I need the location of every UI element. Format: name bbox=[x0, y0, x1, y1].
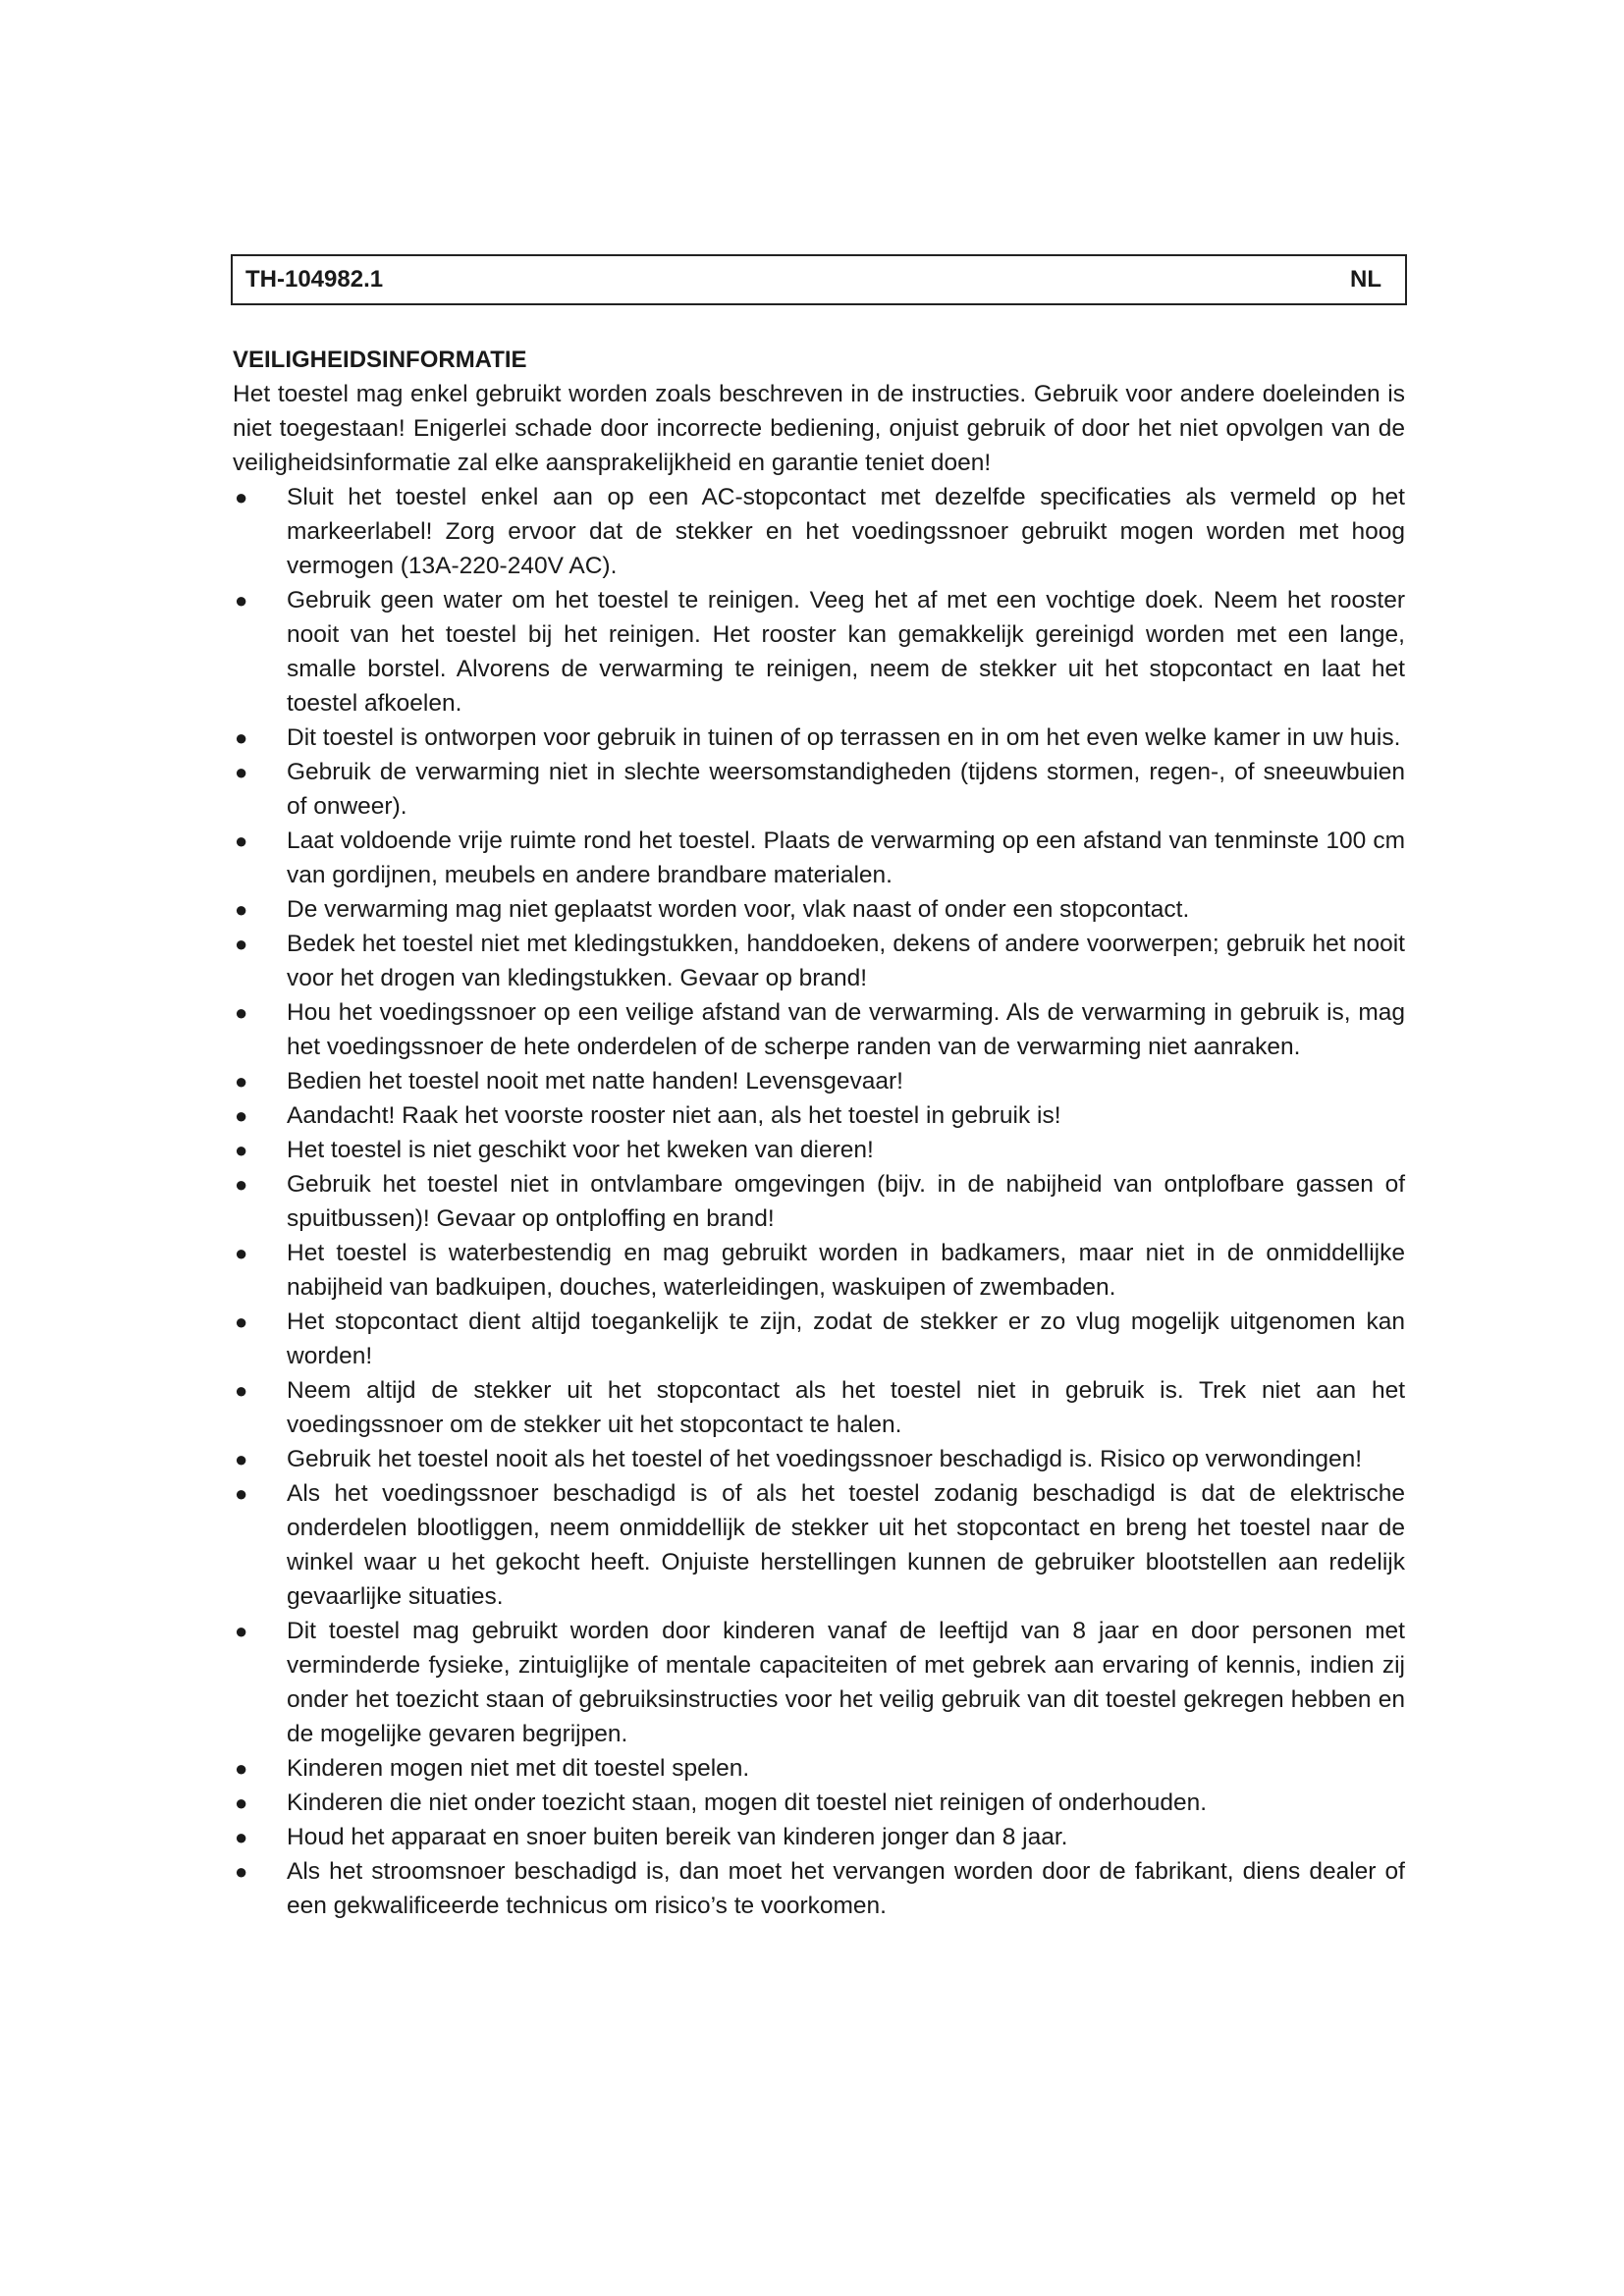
bullet-icon: ● bbox=[235, 1481, 248, 1506]
bullet-icon: ● bbox=[235, 1825, 248, 1849]
section-title: VEILIGHEIDSINFORMATIE bbox=[233, 347, 527, 373]
bullet-icon: ● bbox=[235, 1241, 248, 1265]
safety-list bbox=[233, 480, 1405, 1923]
bullet-icon: ● bbox=[235, 725, 248, 750]
bullet-icon: ● bbox=[235, 1756, 248, 1781]
list-item-text: Gebruik het toestel nooit als het toestel of het voedingssnoer beschadigd is. Risico op verwondingen! bbox=[287, 1446, 1362, 1472]
bullet-icon: ● bbox=[235, 1000, 248, 1025]
bullet-icon: ● bbox=[235, 1103, 248, 1128]
bullet-icon: ● bbox=[235, 1447, 248, 1471]
list-item-text: Laat voldoende vrije ruimte rond het toestel. Plaats de verwarming op een afstand van tenminste 100 cm van gordijnen, meubels en andere brandbare materialen. bbox=[287, 828, 1405, 888]
list-item-text: Gebruik het toestel niet in ontvlambare omgevingen (bijv. in de nabijheid van ontplofbare gassen of spuitbussen)! Gevaar op ontploffing en brand! bbox=[287, 1171, 1405, 1232]
bullet-icon: ● bbox=[235, 1619, 248, 1643]
bullet-icon: ● bbox=[235, 760, 248, 784]
list-item bbox=[233, 1786, 1405, 1820]
list-item-text: Kinderen mogen niet met dit toestel spelen. bbox=[287, 1755, 750, 1782]
list-item-text: Als het voedingssnoer beschadigd is of als het toestel zodanig beschadigd is dat de elektrische onderdelen blootliggen, neem onmiddellijk de stekker uit het stopcontact en breng het toestel naar de winkel waar u het gekocht heeft. Onjuiste herstellingen kunnen de gebruiker blootstellen aan redelijk gevaarlijke situaties. bbox=[287, 1480, 1405, 1610]
list-item bbox=[233, 1442, 1405, 1476]
list-item-text: Dit toestel is ontworpen voor gebruik in tuinen of op terrassen en in om het even welke kamer in uw huis. bbox=[287, 724, 1401, 751]
list-item bbox=[233, 1064, 1405, 1098]
list-item bbox=[233, 1098, 1405, 1133]
document-header bbox=[231, 254, 1407, 305]
bullet-icon: ● bbox=[235, 1138, 248, 1162]
bullet-icon: ● bbox=[235, 1859, 248, 1884]
list-item-text: Als het stroomsnoer beschadigd is, dan moet het vervangen worden door de fabrikant, diens dealer of een gekwalificeerde technicus om risico’s te voorkomen. bbox=[287, 1858, 1405, 1919]
list-item-text: Het toestel is waterbestendig en mag gebruikt worden in badkamers, maar niet in de onmiddellijke nabijheid van badkuipen, douches, waterleidingen, waskuipen of zwembaden. bbox=[287, 1240, 1405, 1301]
list-item bbox=[233, 1476, 1405, 1614]
list-item bbox=[233, 892, 1405, 927]
bullet-icon: ● bbox=[235, 828, 248, 853]
list-item-text: Aandacht! Raak het voorste rooster niet aan, als het toestel in gebruik is! bbox=[287, 1102, 1061, 1129]
safety-section bbox=[233, 344, 1405, 1923]
list-item-text: Sluit het toestel enkel aan op een AC-stopcontact met dezelfde specificaties als vermeld op het markeerlabel! Zorg ervoor dat de stekker en het voedingssnoer gebruikt mogen worden met hoog vermogen (13A-220-240V AC). bbox=[287, 484, 1405, 579]
bullet-icon: ● bbox=[235, 897, 248, 922]
bullet-icon: ● bbox=[235, 588, 248, 613]
list-item bbox=[233, 721, 1405, 755]
list-item-text: Dit toestel mag gebruikt worden door kinderen vanaf de leeftijd van 8 jaar en door personen met verminderde fysieke, zintuiglijke of mentale capaciteiten of met gebrek aan ervaring of kennis, indien zij onder het toezicht staan of gebruiksinstructies voor het veilig gebruik van dit toestel gekregen hebben en de mogelijke gevaren begrijpen. bbox=[287, 1618, 1405, 1747]
bullet-icon: ● bbox=[235, 1309, 248, 1334]
list-item-text: Het stopcontact dient altijd toegankelijk te zijn, zodat de stekker er zo vlug mogelijk uitgenomen kan worden! bbox=[287, 1308, 1405, 1369]
list-item-text: Gebruik geen water om het toestel te reinigen. Veeg het af met een vochtige doek. Neem het rooster nooit van het toestel bij het reinigen. Het rooster kan gemakkelijk gereinigd worden met een lange, smalle borstel. Alvorens de verwarming te reinigen, neem de stekker uit het stopcontact en laat het toestel afkoelen. bbox=[287, 587, 1405, 717]
bullet-icon: ● bbox=[235, 1378, 248, 1403]
list-item bbox=[233, 1373, 1405, 1442]
list-item bbox=[233, 995, 1405, 1064]
bullet-icon: ● bbox=[235, 1069, 248, 1094]
bullet-icon: ● bbox=[235, 485, 248, 509]
list-item bbox=[233, 927, 1405, 995]
bullet-icon: ● bbox=[235, 1172, 248, 1197]
list-item-text: De verwarming mag niet geplaatst worden voor, vlak naast of onder een stopcontact. bbox=[287, 896, 1190, 923]
list-item bbox=[233, 583, 1405, 721]
list-item-text: Bedek het toestel niet met kledingstukken, handdoeken, dekens of andere voorwerpen; gebruik het nooit voor het drogen van kledingstukken. Gevaar op brand! bbox=[287, 931, 1405, 991]
intro-paragraph: Het toestel mag enkel gebruikt worden zoals beschreven in de instructies. Gebruik voor andere doeleinden is niet toegestaan! Enigerlei schade door incorrecte bediening, onjuist gebruik of door het niet opvolgen van de veiligheidsinformatie zal elke aansprakelijkheid en garantie teniet doen! bbox=[233, 381, 1405, 476]
list-item-text: Hou het voedingssnoer op een veilige afstand van de verwarming. Als de verwarming in gebruik is, mag het voedingssnoer de hete onderdelen of de scherpe randen van de verwarming niet aanraken. bbox=[287, 999, 1405, 1060]
list-item bbox=[233, 1305, 1405, 1373]
document-id: TH-104982.1 bbox=[245, 266, 384, 293]
list-item-text: Bedien het toestel nooit met natte handen! Levensgevaar! bbox=[287, 1068, 903, 1095]
list-item bbox=[233, 824, 1405, 892]
bullet-icon: ● bbox=[235, 1790, 248, 1815]
list-item-text: Neem altijd de stekker uit het stopcontact als het toestel niet in gebruik is. Trek niet aan het voedingssnoer om de stekker uit het stopcontact te halen. bbox=[287, 1377, 1405, 1438]
list-item-text: Houd het apparaat en snoer buiten bereik van kinderen jonger dan 8 jaar. bbox=[287, 1824, 1068, 1850]
bullet-icon: ● bbox=[235, 932, 248, 956]
list-item bbox=[233, 1236, 1405, 1305]
list-item bbox=[233, 1854, 1405, 1923]
language-code: NL bbox=[1350, 266, 1381, 293]
list-item bbox=[233, 1614, 1405, 1751]
list-item bbox=[233, 1820, 1405, 1854]
list-item-text: Het toestel is niet geschikt voor het kweken van dieren! bbox=[287, 1137, 874, 1163]
list-item bbox=[233, 1167, 1405, 1236]
list-item bbox=[233, 480, 1405, 583]
list-item-text: Gebruik de verwarming niet in slechte weersomstandigheden (tijdens stormen, regen-, of sneeuwbuien of onweer). bbox=[287, 759, 1405, 820]
list-item bbox=[233, 1751, 1405, 1786]
list-item-text: Kinderen die niet onder toezicht staan, mogen dit toestel niet reinigen of onderhouden. bbox=[287, 1789, 1208, 1816]
list-item bbox=[233, 755, 1405, 824]
list-item bbox=[233, 1133, 1405, 1167]
